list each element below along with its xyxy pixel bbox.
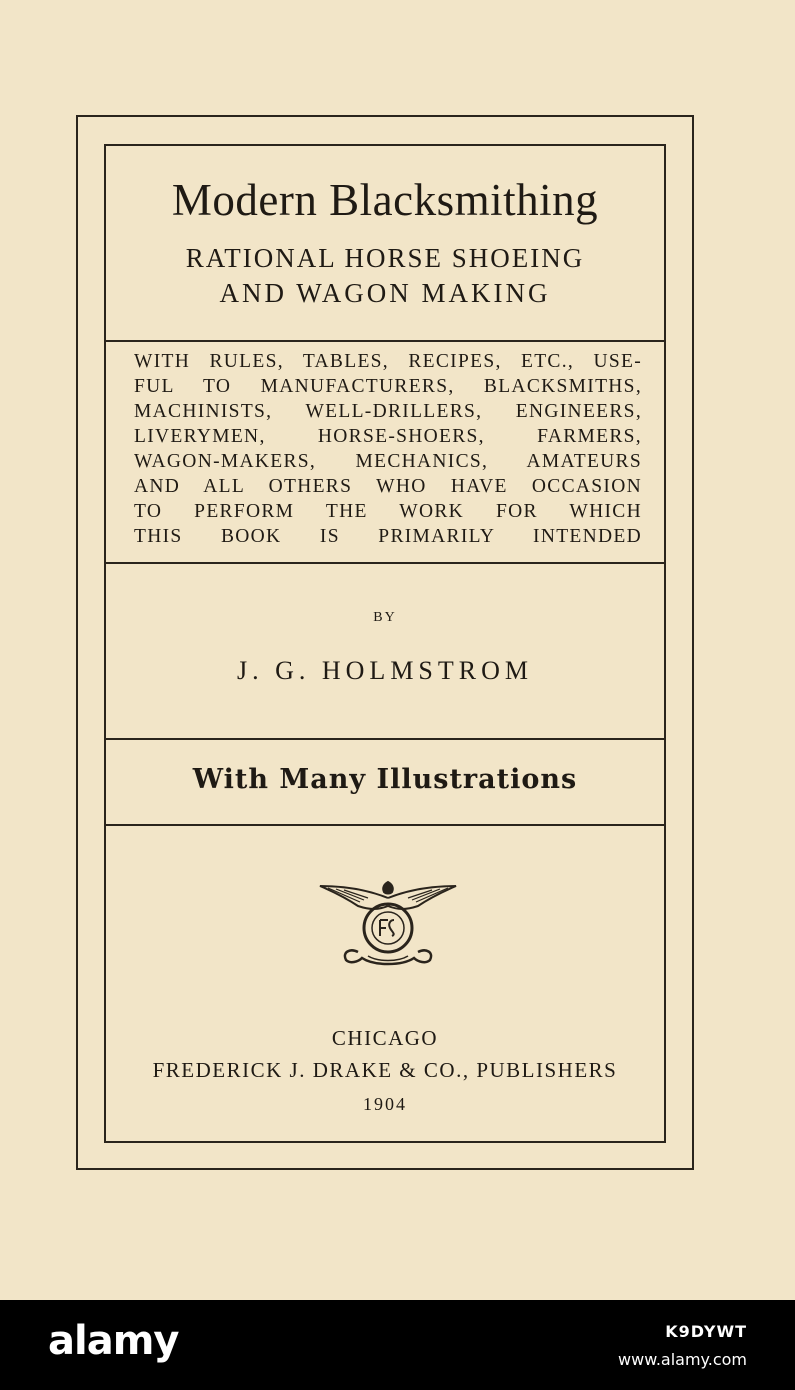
alamy-logo: alamy <box>48 1318 179 1364</box>
by-label: BY <box>373 610 397 625</box>
description-line: WAGON-MAKERS, MECHANICS, AMATEURS <box>134 451 642 472</box>
divider-rule <box>106 562 664 564</box>
description-line: THIS BOOK IS PRIMARILY INTENDED <box>134 526 642 547</box>
description-line: FUL TO MANUFACTURERS, BLACKSMITHS, <box>134 376 642 397</box>
subtitle-line-1: RATIONAL HORSE SHOEING <box>185 243 585 273</box>
description-line: LIVERYMEN, HORSE-SHOERS, FARMERS, <box>134 426 642 447</box>
publication-year: 1904 <box>363 1094 407 1114</box>
description-line: AND ALL OTHERS WHO HAVE OCCASION <box>134 476 642 497</box>
illustrations-note: With Many Illustrations <box>192 764 578 795</box>
stock-banner <box>0 1300 795 1390</box>
description-line: TO PERFORM THE WORK FOR WHICH <box>134 501 642 522</box>
subtitle-line-2: AND WAGON MAKING <box>219 278 551 308</box>
publisher-city: CHICAGO <box>331 1026 439 1050</box>
author-name: J. G. HOLMSTROM <box>236 656 534 685</box>
divider-rule <box>106 824 664 826</box>
book-title: Modern Blacksmithing <box>171 175 599 225</box>
description-line: MACHINISTS, WELL-DRILLERS, ENGINEERS, <box>134 401 642 422</box>
divider-rule <box>106 738 664 740</box>
publisher-name: FREDERICK J. DRAKE & CO., PUBLISHERS <box>152 1058 618 1082</box>
banner-url: www.alamy.com <box>618 1350 747 1369</box>
description-line: WITH RULES, TABLES, RECIPES, ETC., USE- <box>134 351 642 372</box>
divider-rule <box>106 340 664 342</box>
image-id: K9DYWT <box>665 1322 747 1341</box>
winged-monogram-emblem-icon <box>318 876 458 972</box>
